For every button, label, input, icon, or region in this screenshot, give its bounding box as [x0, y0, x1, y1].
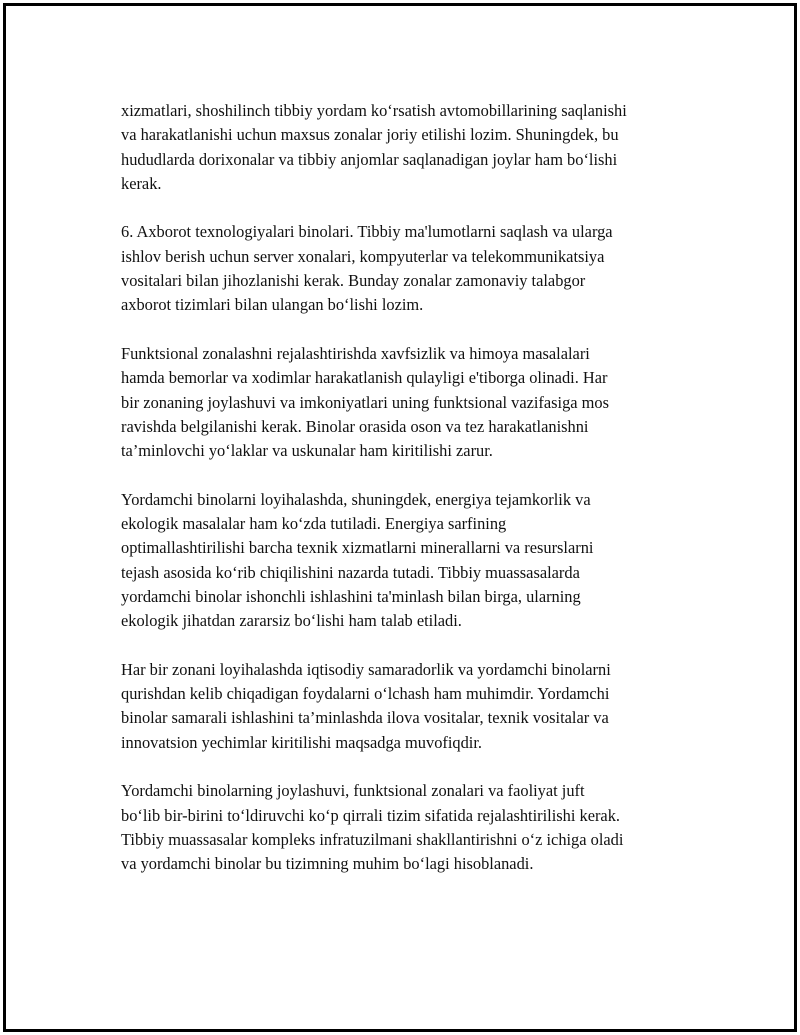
- paragraph-energy-ecology: Yordamchi binolarni loyihalashda, shuningdek, energiya tejamkorlik va ekologik masalalar ham koʻzda tutiladi. Energiya sarfining optimallashtirilishi barcha texnik xizmatlarni minerallarni va resurslarni tejash asosida koʻrib chiqilishini nazarda tutadi. Tibbiy muassasalarda yordamchi binolar ishonchli ishlashini ta'minlash bilan birga, ularning ekologik jihatdan zararsiz boʻlishi ham talab etiladi.: [121, 489, 594, 631]
- paragraph-it-buildings: 6. Axborot texnologiyalari binolari. Tibbiy ma'lumotlarni saqlash va ularga ishlov berish uchun server xonalari, kompyuterlar va telekommunikatsiya vositalari bilan jihozlanishi kerak. Bunday zonalar zamonaviy talabgor axborot tizimlari bilan ulangan boʻlishi lozim.: [121, 222, 613, 315]
- paragraph-continuation: xizmatlari, shoshilinch tibbiy yordam koʻrsatish avtomobillarining saqlanishi va harakatlanishi uchun maxsus zonalar joriy etilishi lozim. Shuningdek, bu hududlarda dorixonalar va tibbiy anjomlar saqlanadigan joylar ham boʻlishi kerak.: [121, 101, 627, 193]
- page-body: [121, 99, 701, 901]
- paragraph-economic-efficiency: Har bir zonani loyihalashda iqtisodiy samaradorlik va yordamchi binolarni qurishdan kelib chiqadigan foydalarni oʻlchash ham muhimdir. Yordamchi binolar samarali ishlashini ta’minlashda ilova vositalar, texnik vositalar va innovatsion yechimlar kiritilishi maqsadga muvofiqdir.: [121, 659, 611, 752]
- page-frame: [3, 3, 797, 1032]
- paragraph-conclusion: Yordamchi binolarning joylashuvi, funktsional zonalari va faoliyat juft boʻlib bir-birini toʻldiruvchi koʻp qirrali tizim sifatida rejalashtirilishi kerak. Tibbiy muassasalar kompleks infratuzilmani shakllantirishni oʻz ichiga oladi va yordamchi binolar bu tizimning muhim boʻlagi hisoblanadi.: [121, 781, 624, 874]
- paragraph-functional-zoning: Funktsional zonalashni rejalashtirishda xavfsizlik va himoya masalalari hamda bemorlar va xodimlar harakatlanish qulayligi e'tiborga olinadi. Har bir zonaning joylashuvi va imkoniyatlari uning funktsional vazifasiga mos ravishda belgilanishi kerak. Binolar orasida oson va tez harakatlanishni ta’minlovchi yoʻlaklar va uskunalar ham kiritilishi zarur.: [121, 343, 609, 461]
